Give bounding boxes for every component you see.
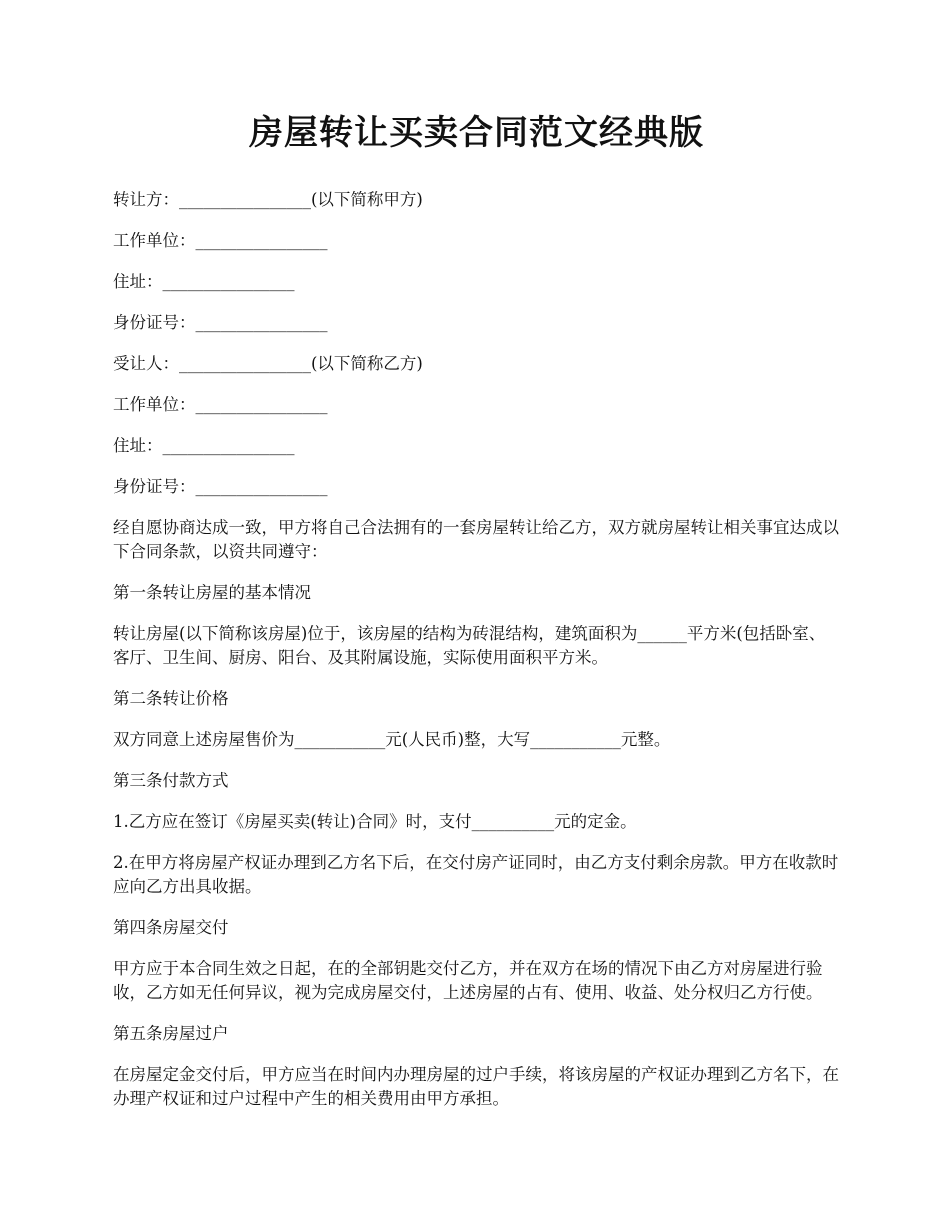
article-1-heading: 第一条转让房屋的基本情况 <box>113 583 311 602</box>
article-5-heading: 第五条房屋过户 <box>113 1024 229 1043</box>
seller-address-line: 住址：________________ <box>113 272 295 291</box>
preamble-paragraph: 经自愿协商达成一致，甲方将自己合法拥有的一套房屋转让给乙方，双方就房屋转让相关事宜达成以下合同条款，以资共同遵守： <box>113 518 839 561</box>
article-3-item-1: 1.乙方应在签订《房屋买卖(转让)合同》时，支付__________元的定金。 <box>113 812 637 831</box>
article-2-paragraph: 双方同意上述房屋售价为___________元(人民币)整，大写___________元整。 <box>113 730 671 749</box>
buyer-address-line: 住址：________________ <box>113 436 295 455</box>
document-body <box>113 188 840 1111</box>
article-5-paragraph: 在房屋定金交付后，甲方应当在时间内办理房屋的过户手续，将该房屋的产权证办理到乙方名下，在办理产权证和过户过程中产生的相关费用由甲方承担。 <box>113 1065 839 1108</box>
article-2-heading: 第二条转让价格 <box>113 689 229 708</box>
buyer-work-unit-line: 工作单位：________________ <box>113 395 328 414</box>
document-page <box>113 110 840 1128</box>
seller-work-unit-line: 工作单位：________________ <box>113 231 328 250</box>
article-3-item-2: 2.在甲方将房屋产权证办理到乙方名下后，在交付房产证同时，由乙方支付剩余房款。甲方在收款时应向乙方出具收据。 <box>113 853 839 896</box>
document-title: 房屋转让买卖合同范文经典版 <box>249 113 704 153</box>
seller-name-line: 转让方：________________(以下简称甲方) <box>113 190 423 209</box>
buyer-id-line: 身份证号：________________ <box>113 477 328 496</box>
article-4-heading: 第四条房屋交付 <box>113 918 229 937</box>
article-3-heading: 第三条付款方式 <box>113 771 229 790</box>
article-4-paragraph: 甲方应于本合同生效之日起，在的全部钥匙交付乙方，并在双方在场的情况下由乙方对房屋进行验收，乙方如无任何异议，视为完成房屋交付，上述房屋的占有、使用、收益、处分权归乙方行使。 <box>113 959 823 1002</box>
article-1-paragraph: 转让房屋(以下简称该房屋)位于，该房屋的结构为砖混结构，建筑面积为______平方米(包括卧室、客厅、卫生间、厨房、阳台、及其附属设施，实际使用面积平方米。 <box>113 624 826 667</box>
seller-id-line: 身份证号：________________ <box>113 313 328 332</box>
buyer-name-line: 受让人：________________(以下简称乙方) <box>113 354 423 373</box>
